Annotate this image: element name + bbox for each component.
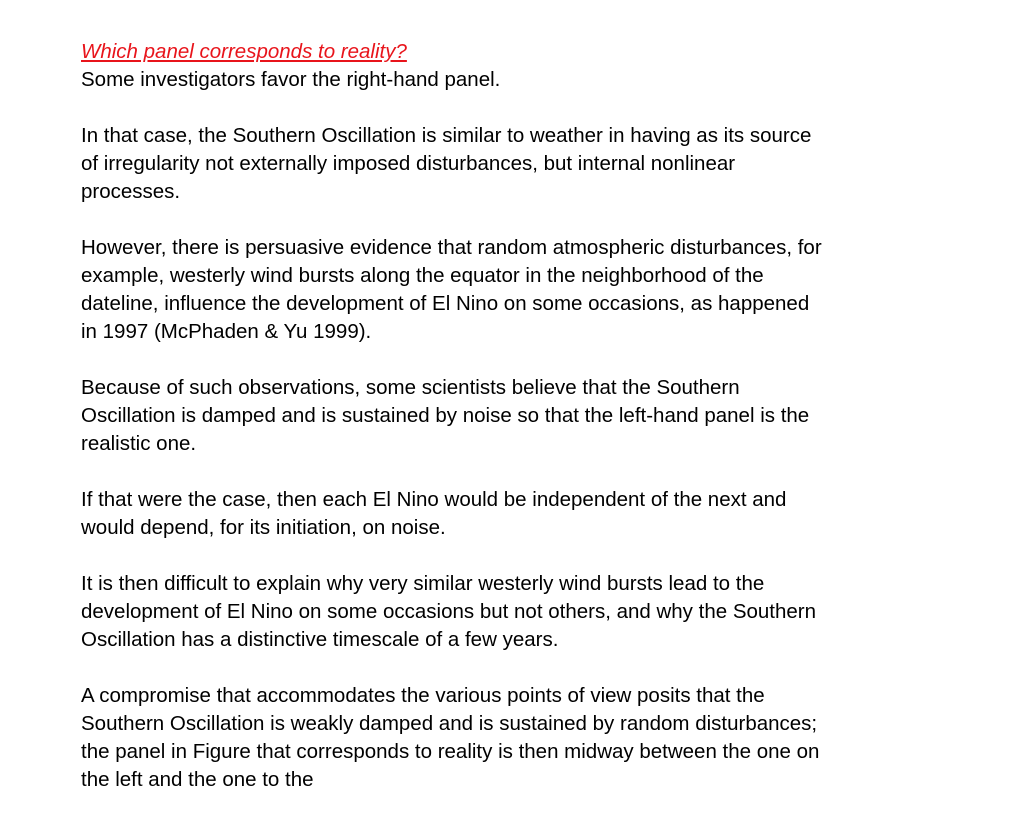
- text-line: example, westerly wind bursts along the equator in the neighborhood of the: [81, 264, 764, 287]
- paragraph-2: [81, 122, 931, 206]
- text-line: Some investigators favor the right-hand panel.: [81, 68, 501, 91]
- text-line: Because of such observations, some scientists believe that the Southern: [81, 376, 740, 399]
- text-line: of irregularity not externally imposed disturbances, but internal nonlinear: [81, 152, 736, 175]
- paragraph-3: [81, 234, 931, 346]
- text-line: dateline, influence the development of El Nino on some occasions, as happened: [81, 292, 810, 315]
- text-line: the panel in Figure that corresponds to reality is then midway between the one on: [81, 740, 820, 763]
- paragraph-7: [81, 682, 931, 794]
- text-line: processes.: [81, 180, 181, 203]
- slide-heading: Which panel corresponds to reality?: [81, 40, 407, 63]
- text-line: in 1997 (McPhaden & Yu 1999).: [81, 320, 372, 343]
- text-line: In that case, the Southern Oscillation is similar to weather in having as its source: [81, 124, 812, 147]
- paragraph-4: [81, 374, 931, 458]
- text-line: However, there is persuasive evidence that random atmospheric disturbances, for: [81, 236, 822, 259]
- slide-text: [81, 38, 931, 822]
- paragraph-1: [81, 66, 931, 94]
- text-line: If that were the case, then each El Nino would be independent of the next and: [81, 488, 787, 511]
- text-line: Oscillation has a distinctive timescale of a few years.: [81, 628, 559, 651]
- text-line: A compromise that accommodates the various points of view posits that the: [81, 684, 765, 707]
- paragraph-5: [81, 486, 931, 542]
- text-line: the left and the one to the: [81, 768, 314, 791]
- text-line: realistic one.: [81, 432, 197, 455]
- paragraph-6: [81, 570, 931, 654]
- text-line: would depend, for its initiation, on noise.: [81, 516, 446, 539]
- text-line: Oscillation is damped and is sustained by noise so that the left-hand panel is the: [81, 404, 810, 427]
- text-line: development of El Nino on some occasions but not others, and why the Southern: [81, 600, 817, 623]
- text-line: It is then difficult to explain why very similar westerly wind bursts lead to the: [81, 572, 765, 595]
- text-line: Southern Oscillation is weakly damped and is sustained by random disturbances;: [81, 712, 818, 735]
